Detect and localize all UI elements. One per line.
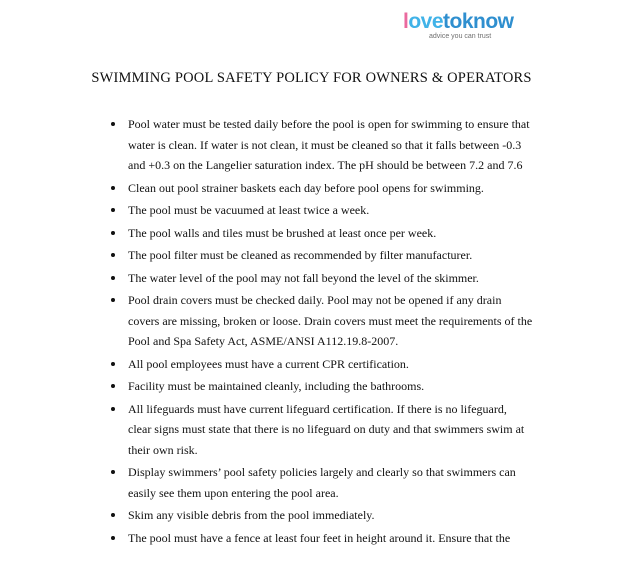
bullet-icon [111, 276, 115, 280]
list-item [108, 200, 533, 221]
bullet-icon [111, 231, 115, 235]
logo-wordmark-part: l [403, 10, 409, 33]
list-item-text: The pool walls and tiles must be brushed at least once per week. [128, 225, 437, 240]
bullet-icon [111, 536, 115, 540]
list-item [108, 505, 533, 526]
bullet-icon [111, 470, 115, 474]
bullet-icon [111, 186, 115, 190]
lovetoknow-logo[interactable] [403, 10, 533, 50]
list-item-text: Pool water must be tested daily before the pool is open for swimming to ensure that water is clean. If water is not clean, it must be cleaned so that it falls between -0.3 and +0.3 on the Langelier saturation index. The pH should be between 7.2 and 7.6 [128, 117, 530, 172]
list-item [108, 223, 533, 244]
list-item-text: All pool employees must have a current CPR certification. [128, 356, 409, 371]
list-item [108, 354, 533, 375]
list-item-text: All lifeguards must have current lifeguard certification. If there is no lifeguard, clear signs must state that there is no lifeguard on duty and that swimmers swim at their own risk. [128, 401, 525, 457]
list-item [108, 268, 533, 289]
list-item [108, 462, 533, 503]
list-item-text: Facility must be maintained cleanly, including the bathrooms. [128, 379, 425, 393]
list-item [108, 376, 533, 397]
bullet-icon [111, 298, 115, 302]
bullet-icon [111, 362, 115, 366]
list-item-text: Pool drain covers must be checked daily. Pool may not be opened if any drain covers are missing, broken or loose. Drain covers must meet the requirements of the Pool and Spa Safety Act, ASME/ANSI A112.19.8-2007. [128, 293, 533, 348]
list-item-text: The pool must have a fence at least four feet in height around it. Ensure that the [128, 530, 511, 545]
list-item-text: Display swimmers’ pool safety policies largely and clearly so that swimmers can easily see them upon entering the pool area. [128, 465, 516, 500]
list-item-text: The pool filter must be cleaned as recommended by filter manufacturer. [128, 248, 473, 262]
list-item [108, 528, 533, 549]
list-item [108, 178, 533, 199]
bullet-icon [111, 122, 115, 126]
policy-list [108, 114, 533, 550]
bullet-icon [111, 208, 115, 212]
list-item [108, 245, 533, 266]
logo-wordmark-part: toknow [443, 10, 514, 33]
bullet-icon [111, 513, 115, 517]
logo-tagline: advice you can trust [429, 33, 492, 40]
bullet-icon [111, 384, 115, 388]
logo-wordmark-part: ove [408, 10, 444, 33]
logo-wordmark [403, 10, 533, 34]
list-item [108, 114, 533, 176]
list-item [108, 290, 533, 352]
document-title: SWIMMING POOL SAFETY POLICY FOR OWNERS & OPERATORS [91, 70, 532, 86]
list-item-text: Skim any visible debris from the pool immediately. [128, 508, 375, 522]
list-item-text: The water level of the pool may not fall beyond the level of the skimmer. [128, 270, 479, 285]
list-item-text: The pool must be vacuumed at least twice a week. [128, 203, 370, 217]
bullet-icon [111, 407, 115, 411]
list-item-text: Clean out pool strainer baskets each day before pool opens for swimming. [128, 180, 484, 195]
bullet-icon [111, 253, 115, 257]
list-item [108, 399, 533, 461]
